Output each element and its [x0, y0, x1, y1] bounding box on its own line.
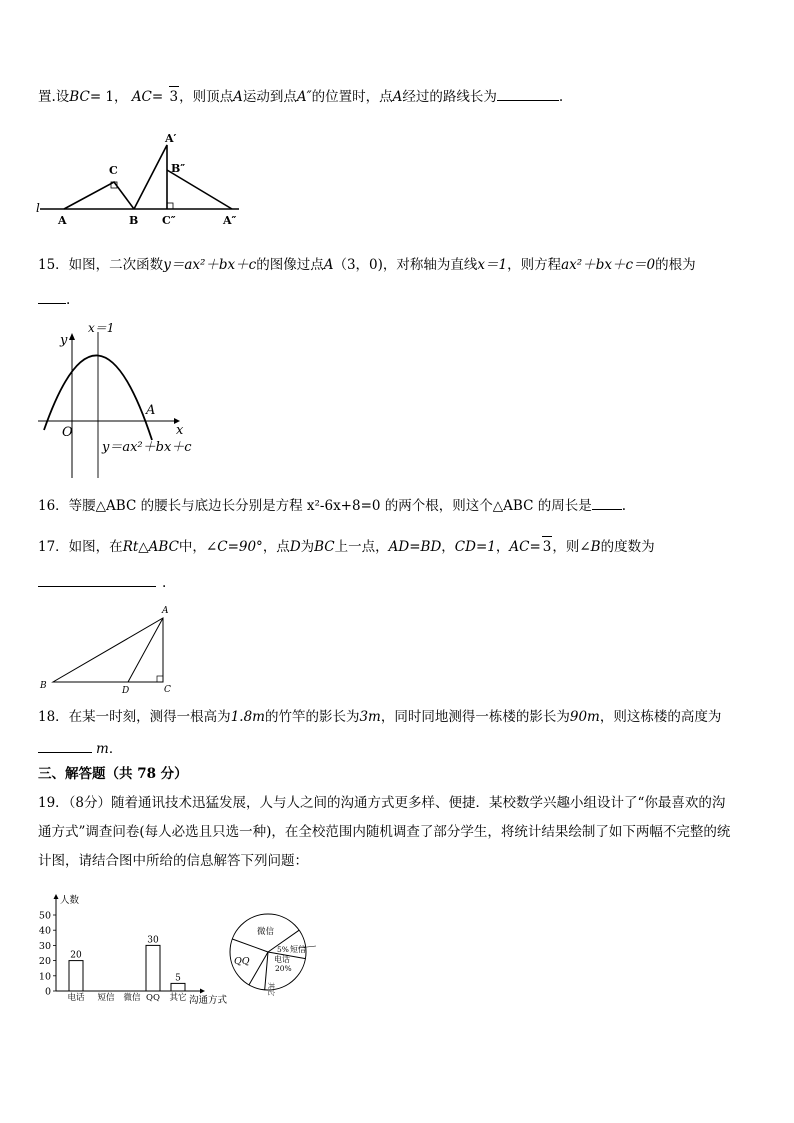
y-tick-label: 30: [38, 940, 51, 952]
y-tick-label: 0: [44, 986, 51, 998]
label-y: y: [60, 333, 68, 348]
bar: [146, 945, 160, 991]
figure-15-parabola: [36, 320, 216, 485]
section-3-title: 三、解答题（共 78 分）: [38, 766, 188, 782]
bar-value-label: 20: [70, 950, 82, 961]
y-tick-label: 20: [38, 956, 51, 968]
x-axis-label: 沟通方式: [189, 995, 228, 1006]
answer-blank: [497, 86, 559, 101]
pie-chart-communication: [226, 912, 336, 996]
x-axis-arrow: [200, 989, 205, 994]
q15-answer-line: .: [38, 289, 70, 310]
q19-line-1: 19．（8分）随着通讯技术迅猛发展，人与人之间的沟通方式更多样、便捷．某校数学兴趣小组设计了“你最喜欢的沟: [38, 795, 726, 811]
q15-text: 15．如图，二次函数y＝ax²＋bx＋c的图像过点A（3，0)，对称轴为直线x＝1，则方程ax²＋bx＋c＝0的根为: [38, 257, 696, 273]
label-x-eq-1: x＝1: [88, 321, 115, 335]
x-tick-label: 电话: [67, 993, 85, 1003]
x-tick-label: QQ: [146, 993, 160, 1003]
label-B2: B″: [171, 162, 186, 175]
sqrt-3: 3: [169, 86, 180, 107]
pie-label-phone: 电话: [274, 955, 290, 964]
q19-line-3: 计图，请结合图中所给的信息解答下列问题：: [38, 853, 308, 869]
q18-text: 18．在某一时刻，测得一根高为1.8m的竹竿的影长为3m，同时同地测得一栋楼的影长为90m，则这栋楼的高度为: [38, 709, 722, 725]
q17-text: 17．如图，在Rt△ABC中，∠C=90°，点D为BC上一点，AD=BD，CD=1，AC= 3，则∠B的度数为: [38, 536, 655, 557]
q14-text: 置.设BC= 1， AC= 3，则顶点A运动到点A″的位置时，点A经过的路线长为 .: [38, 86, 563, 107]
q19-line-2: 通方式”调查问卷(每人必选且只选一种)，在全校范围内随机调查了部分学生，将统计结果绘制了如下两幅不完整的统: [38, 824, 731, 840]
figure-14-rolling-triangle: [34, 128, 244, 228]
pie-label-wechat: 微信: [257, 927, 275, 937]
label-A1: A′: [165, 132, 177, 145]
pie-label-phone-percent: 20%: [275, 964, 292, 973]
label-O: O: [62, 425, 73, 440]
y-tick-label: 10: [38, 971, 51, 983]
answer-blank: [38, 738, 92, 753]
x-tick-label: 短信: [97, 993, 115, 1003]
triangle-A1: [134, 145, 167, 209]
x-tick-label: 其它: [169, 993, 187, 1003]
label-A: A: [58, 214, 67, 227]
y-axis-arrow: [54, 894, 59, 899]
right-angle-C2: [167, 203, 173, 209]
y-axis-arrow: [69, 333, 75, 340]
triangle-ABC: [53, 618, 163, 682]
y-axis-label: 人数: [60, 895, 80, 906]
label-l: l: [36, 201, 40, 215]
label-B: B: [129, 214, 139, 227]
answer-blank: [38, 289, 66, 304]
sqrt-3: 3: [542, 536, 553, 557]
triangle-ABC: [64, 182, 134, 209]
label-A: A: [162, 606, 169, 616]
label-C: C: [109, 164, 118, 177]
bar-value-label: 30: [147, 935, 159, 946]
pie-label-qq: QQ: [234, 956, 250, 967]
pie-label-other: 其它: [267, 982, 275, 996]
hypotenuse-A2: [167, 170, 232, 209]
label-A: A: [146, 403, 156, 418]
answer-blank: [592, 495, 622, 510]
figure-17-right-triangle: [36, 605, 176, 697]
bar: [171, 983, 185, 991]
label-C: C: [164, 685, 171, 695]
label-D: D: [122, 686, 130, 696]
answer-blank: [38, 572, 156, 587]
label-B: B: [40, 681, 47, 691]
right-angle-C: [157, 676, 163, 682]
y-tick-label: 50: [38, 910, 51, 922]
bar: [69, 961, 83, 991]
pie-label-sms-percent: 5%: [277, 945, 289, 954]
label-x: x: [176, 423, 184, 438]
label-A2: A″: [223, 214, 237, 227]
q18-answer-line: m．: [38, 738, 122, 759]
q16-text: 16．等腰△ABC 的腰长与底边长分别是方程 x²-6x+8=0 的两个根，则这个△ABC 的周长是 .: [38, 495, 626, 516]
bar-value-label: 5: [175, 973, 181, 984]
y-tick-label: 40: [38, 925, 51, 937]
label-C2: C″: [162, 214, 176, 227]
x-tick-label: 微信: [123, 993, 141, 1003]
q17-answer-line: .: [38, 572, 166, 593]
pie-label-sms: 短信: [290, 945, 306, 954]
bar-chart-communication: [34, 893, 244, 1008]
label-function: y＝ax²＋bx＋c: [102, 440, 192, 455]
segment-AD: [128, 618, 163, 682]
